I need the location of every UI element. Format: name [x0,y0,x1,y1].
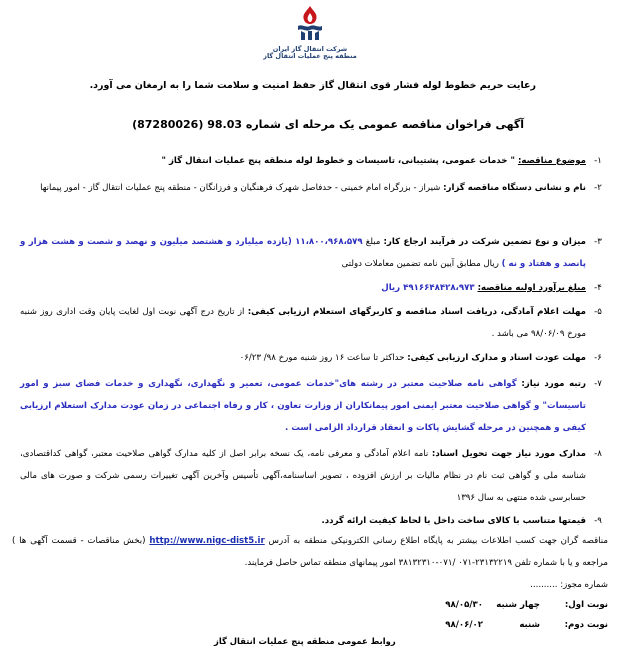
list-item-return-deadline [20,347,608,369]
item-number: ۸- [594,449,602,459]
contact-paragraph [12,530,608,574]
item-number: ۲- [594,183,602,193]
item-text: گواهی نامه صلاحیت معتبر در رشته های"خدمات عمومی، تعمیر و نگهداری، نگهداری و خدمات فضای سبز و امور تاسیسات" و گواهی صلاحیت معتبر ایمنی امور پیمانکاران از وزارت تعاون ، کار و رفاه اجتماعی در زمان عودت مدارک استعلام ارزیابی کیفی و همچنین در مرحله گشایش پاکات و انعقاد قرارداد الزامی است . [20,379,586,433]
item-label: مهلت اعلام آمادگی، دریافت اسناد مناقصه و کاربرگهای استعلام ارزیابی کیفی: [247,307,587,317]
first-publication-label: نوبت اول: [564,600,608,610]
list-item-required-documents [20,443,608,509]
notice-title: آگهی فراخوان مناقصه عمومی یک مرحله ای شماره 98.03 (87280026) [132,118,524,131]
item-label: مبلغ برآورد اولیه مناقصه: [477,283,586,293]
item-text: " خدمات عمومی، پشتیبانی، تاسیسات و خطوط لوله منطقه پنج عملیات انتقال گاز " [161,156,518,166]
list-item-guarantee [20,231,608,275]
list-item-required-rank [20,373,608,439]
signature-public-relations: روابط عمومی منطقه پنج عملیات انتقال گاز [214,636,396,646]
item-number: ۶- [594,353,602,363]
website-link[interactable]: http://www.nigc-dist5.ir [149,536,265,546]
list-item-estimate [20,277,608,299]
list-item-deadline-documents [20,301,608,345]
item-text: حداکثر تا ساعت ۱۶ روز شنبه مورخ ۹۸/ ۰۶/۲۳ [239,353,408,363]
contact-text-pre: مناقصه گران جهت کسب اطلاعات بیشتر به پایگاه اطلاع رسانی الکترونیکی منطقه به آدرس [264,536,608,546]
second-publication-date: ۹۸/۰۶/۰۲ [445,620,483,630]
item-number: ۵- [594,307,602,317]
item-pre: مبلغ [362,237,384,247]
item-label: مهلت عودت اسناد و مدارک ارزیابی کیفی: [407,353,586,363]
list-item-subject [20,150,608,172]
second-publication-day: شنبه [519,620,540,630]
item-label: نام و نشانی دستگاه مناقصه گزار: [443,183,586,193]
guarantee-amount: ۱۱،۸۰۰،۹۶۸،۵۷۹ (یازده میلیارد و هشتصد میلیون و نهصد و شصت و هشت هزار و پانصد و هفتاد و نه ) [20,237,586,269]
item-text: از تاریخ درج آگهی نوبت اول لغایت پایان وقت اداری روز شنبه مورخ ۹۸/۰۶/۰۹ می باشد . [20,307,586,339]
company-logo [262,4,358,64]
first-publication-day: چهار شنبه [496,600,540,610]
safety-slogan: رعایت حریم خطوط لوله فشار قوی انتقال گاز حفظ امنیت و سلامت شما را به ارمغان می آورد. [89,80,536,91]
item-text: شیراز - بزرگراه امام خمینی - حدفاصل شهرک فرهنگیان و فرزانگان - منطقه پنج عملیات انتقال گاز - امور پیمانها [40,183,444,193]
item-text: قیمتها متناسب با کالای ساخت داخل با لحاظ کیفیت ارائه گردد. [321,516,586,526]
permit-number: شماره مجوز: .......... [530,580,608,590]
item-number: ۷- [594,379,602,389]
item-number: ۳- [594,237,602,247]
item-label: مدارک مورد نیاز جهت تحویل اسناد: [431,449,586,459]
item-post: ریال مطابق آیین نامه تضمین معاملات دولتی [341,259,502,269]
item-number: ۱- [594,156,602,166]
item-number: ۴- [594,283,602,293]
logo-caption-region: منطقه پنج عملیات انتقال گاز [263,52,357,60]
second-publication-label: نوبت دوم: [564,620,608,630]
item-label: میزان و نوع تضمین شرکت در فرآیند ارجاع کار: [383,237,586,247]
list-item-organizer [20,177,608,199]
list-item-domestic-goods [20,510,608,532]
logo-caption-company: شرکت انتقال گاز ایران [272,45,348,53]
item-label: رتبه مورد نیاز: [521,379,586,389]
estimate-amount: ۴۹۱۶۶۴۸۴۲۸،۹۷۳ ریال [381,283,478,293]
item-label: موضوع مناقصه: [517,156,586,166]
contact-text-post: (بخش مناقصات - قسمت آگهی ها ) مراجعه و یا با شماره تلفن ۲۳۱۳۲۲۱۹-۰۷۱ /۰۷۱-۳۸۱۳۲۳۱۰ امور پیمانهای منطقه تماس حاصل فرمایند. [12,536,608,568]
flame-emblem-icon [290,4,330,42]
item-text: نامه اعلام آمادگی و معرفی نامه، یک نسخه برابر اصل از کلیه مدارک گواهی صلاحیت معتبر، گواهی کداقتصادی، شناسه ملی و گواهی ثبت نام در نظام مالیات بر ارزش افزوده ، تصویر اساسنامه،آگهی تأسیس وآخرین آگهی تغییرات رسمی شرکت و صورت های مالی حسابرسی شده منتهی به سال ۱۳۹۶ [20,449,586,503]
first-publication-date: ۹۸/۰۵/۳۰ [445,600,483,610]
item-number: ۹- [594,516,602,526]
